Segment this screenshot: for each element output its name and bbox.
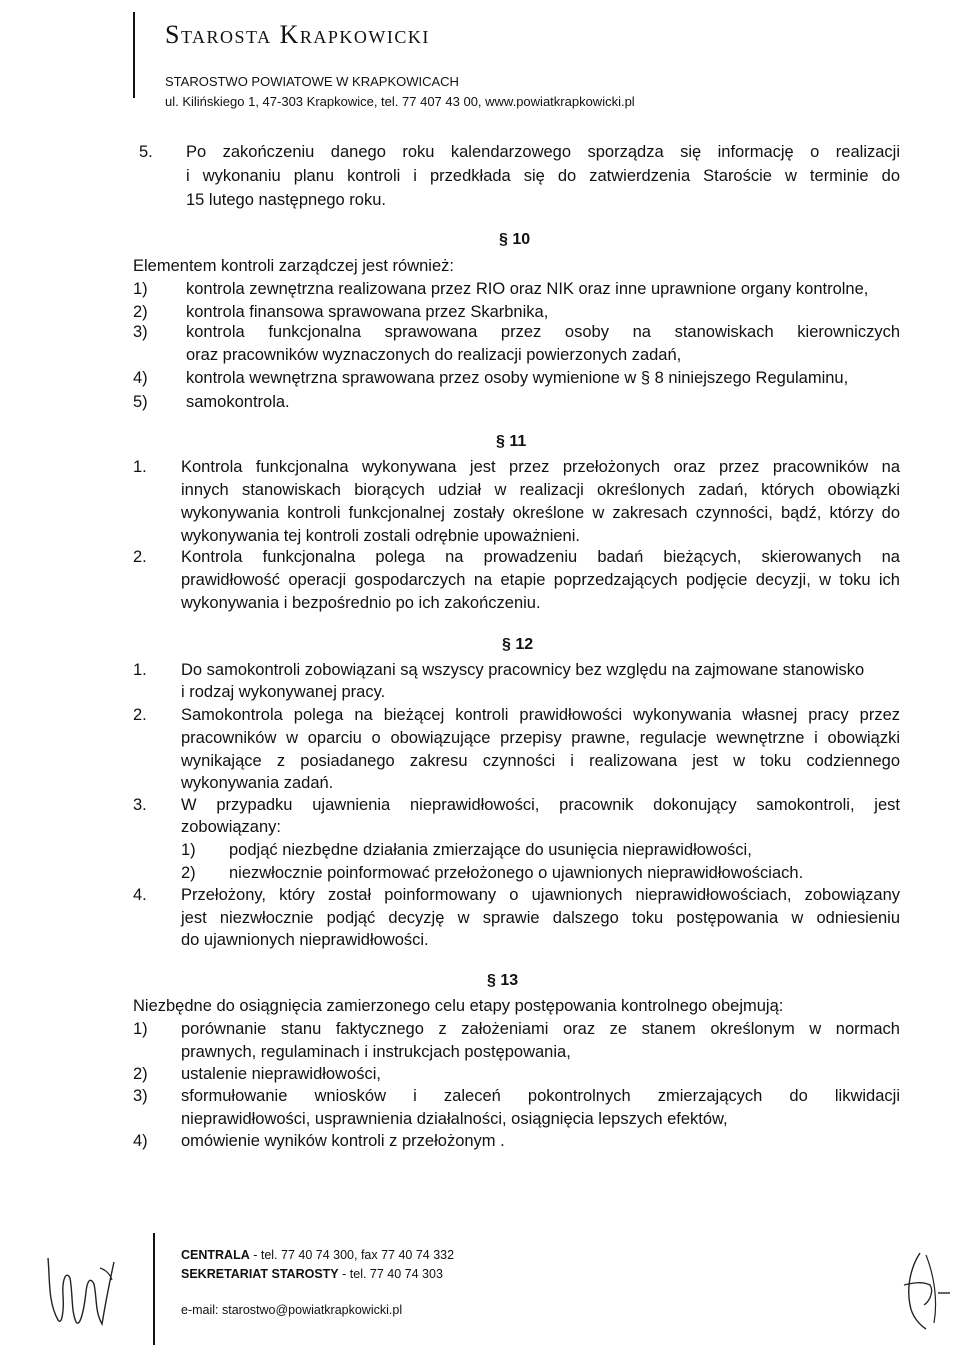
list-item: zobowiązany:: [181, 818, 281, 836]
handwritten-initials-left: [40, 1240, 120, 1335]
list-number: 2): [133, 1065, 148, 1083]
footer-central: [181, 1248, 454, 1262]
list-item: wykonywania zadań.: [181, 774, 334, 792]
list-item: do ujawnionych nieprawidłowości.: [181, 931, 429, 949]
section-heading: § 11: [496, 433, 527, 450]
paragraph-line: 15 lutego następnego roku.: [186, 191, 386, 209]
paragraph-line: i wykonaniu planu kontroli i przedkłada się do zatwierdzenia Staroście w terminie do: [186, 167, 900, 185]
list-item: prawnych, regulaminach i instrukcjach postępowania,: [181, 1043, 571, 1061]
list-item: kontrola finansowa sprawowana przez Skarbnika,: [186, 303, 549, 321]
list-item: Przełożony, który został poinformowany o ujawnionych nieprawidłowościach, zobowiązany: [181, 886, 900, 904]
list-item: innych stanowiskach biorących udział w realizacji określonych zadań, których obowiązki: [181, 481, 900, 499]
footer-rule: [153, 1233, 155, 1345]
sub-list-item: podjąć niezbędne działania zmierzające do usunięcia nieprawidłowości,: [229, 841, 752, 859]
list-number: 1.: [133, 661, 147, 679]
list-item: wynikające z posiadanego zakresu czynności i realizowana jest w toku codziennego: [181, 752, 900, 770]
list-item: pracowników w oparciu o obowiązujące przepisy prawne, regulacje wewnętrzne i obowiązki: [181, 729, 900, 747]
list-item: oraz pracowników wyznaczonych do realizacji powierzonych zadań,: [186, 346, 682, 364]
list-number: 5.: [139, 143, 153, 161]
paragraph-line: Po zakończeniu danego roku kalendarzowego sporządza się informację o realizacji: [186, 143, 900, 161]
list-number: 5): [133, 393, 148, 411]
footer-central-label: CENTRALA: [181, 1248, 250, 1262]
handwritten-initials-right: [890, 1245, 955, 1340]
section-heading: § 10: [499, 231, 531, 248]
page-title: Starosta Krapkowicki: [165, 20, 430, 49]
list-number: 1): [133, 1020, 148, 1038]
list-item: Kontrola funkcjonalna polega na prowadzeniu badań bieżących, skierowanych na: [181, 548, 900, 566]
list-item: jest niezwłocznie podjąć decyzję w sprawie dalszego toku postępowania w odniesieniu: [181, 909, 900, 927]
list-item: i rodzaj wykonywanej pracy.: [181, 683, 386, 701]
section-intro: Elementem kontroli zarządczej jest również:: [133, 257, 454, 275]
list-number: 4): [133, 1132, 148, 1150]
list-number: 3): [133, 323, 148, 341]
list-item: ustalenie nieprawidłowości,: [181, 1065, 381, 1083]
list-item: kontrola funkcjonalna sprawowana przez osoby na stanowiskach kierowniczych: [186, 323, 900, 341]
list-number: 1.: [133, 458, 147, 476]
footer-secretariat: [181, 1267, 443, 1281]
list-item: prawidłowość operacji gospodarczych na etapie poprzedzających podjęcie decyzji, w toku ich: [181, 571, 900, 589]
footer-secretariat-value: - tel. 77 40 74 303: [338, 1267, 443, 1281]
footer-email: e-mail: starostwo@powiatkrapkowicki.pl: [181, 1303, 403, 1317]
list-item: omówienie wyników kontroli z przełożonym .: [181, 1132, 505, 1150]
list-number: 2.: [133, 548, 147, 566]
list-item: wykonywania i bezpośrednio po ich zakończeniu.: [181, 594, 541, 612]
list-number: 3): [133, 1087, 148, 1105]
list-number: 2): [133, 303, 148, 321]
header-address: ul. Kilińskiego 1, 47-303 Krapkowice, tel. 77 407 43 00, www.powiatkrapkowicki.pl: [165, 94, 635, 109]
sub-list-number: 2): [181, 864, 196, 882]
header-subtitle: STAROSTWO POWIATOWE W KRAPKOWICACH: [165, 74, 459, 89]
footer-secretariat-label: SEKRETARIAT STAROSTY: [181, 1267, 339, 1281]
sub-list-item: niezwłocznie poinformować przełożonego o ujawnionych nieprawidłowościach.: [229, 864, 804, 882]
list-item: porównanie stanu faktycznego z założeniami oraz ze stanem określonym w normach: [181, 1020, 900, 1038]
list-item: nieprawidłowości, usprawnienia działalności, osiągnięcia lepszych efektów,: [181, 1110, 728, 1128]
list-number: 2.: [133, 706, 147, 724]
footer-central-value: - tel. 77 40 74 300, fax 77 40 74 332: [249, 1248, 455, 1262]
list-item: kontrola zewnętrzna realizowana przez RIO oraz NIK oraz inne uprawnione organy kontrolne,: [186, 280, 869, 298]
sub-list-number: 1): [181, 841, 196, 859]
list-number: 1): [133, 280, 148, 298]
header-rule: [133, 12, 135, 98]
list-item: Samokontrola polega na bieżącej kontroli prawidłowości wykonywania własnej pracy przez: [181, 706, 900, 724]
list-number: 4.: [133, 886, 147, 904]
list-item: wykonywania tej kontroli zostali odrębnie upoważnieni.: [181, 527, 580, 545]
list-item: wykonywania kontroli funkcjonalnej zostały określone w zakresach czynności, bądź, którzy do: [181, 504, 900, 522]
list-item: Kontrola funkcjonalna wykonywana jest przez przełożonych oraz przez pracowników na: [181, 458, 900, 476]
list-number: 4): [133, 369, 148, 387]
section-heading: § 13: [487, 972, 519, 989]
section-heading: § 12: [502, 636, 534, 653]
list-item: samokontrola.: [186, 393, 290, 411]
list-item: sformułowanie wniosków i zaleceń pokontrolnych zmierzających do likwidacji: [181, 1087, 900, 1105]
list-item: kontrola wewnętrzna sprawowana przez osoby wymienione w § 8 niniejszego Regulaminu,: [186, 369, 849, 387]
section-intro: Niezbędne do osiągnięcia zamierzonego celu etapy postępowania kontrolnego obejmują:: [133, 997, 784, 1015]
list-item: W przypadku ujawnienia nieprawidłowości, pracownik dokonujący samokontroli, jest: [181, 796, 900, 814]
list-number: 3.: [133, 796, 147, 814]
list-item: Do samokontroli zobowiązani są wszyscy pracownicy bez względu na zajmowane stanowisko: [181, 661, 865, 679]
